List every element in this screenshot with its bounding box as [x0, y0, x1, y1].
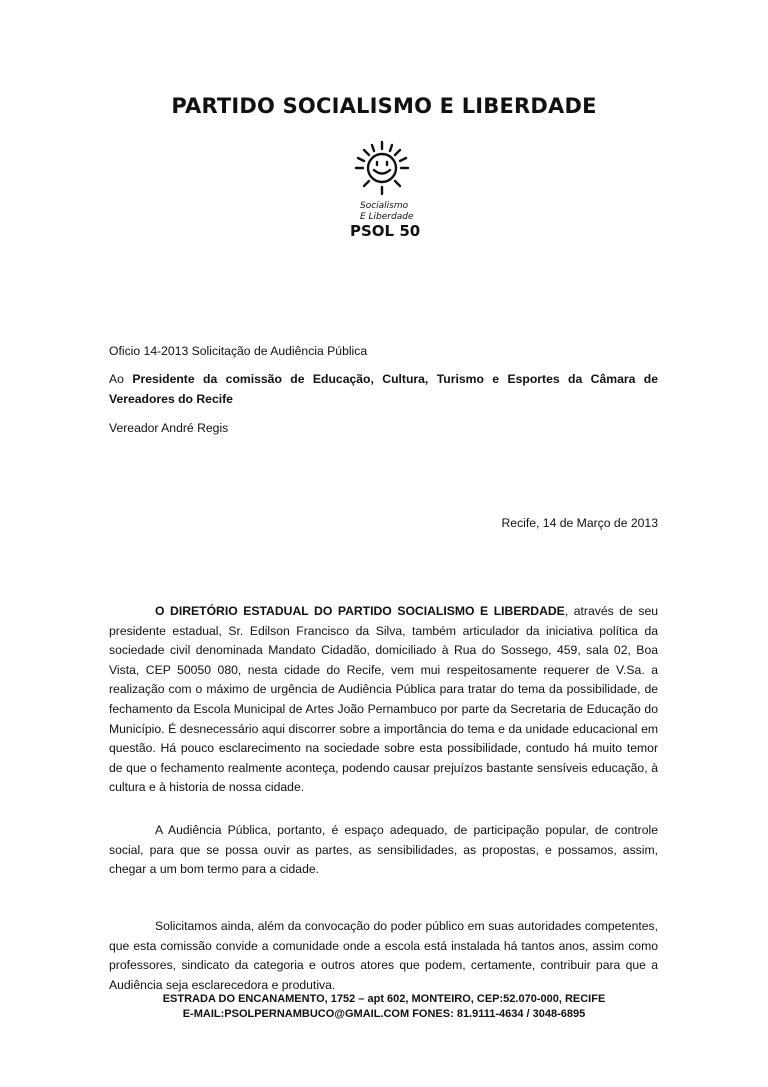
paragraph-3: Solicitamos ainda, além da convocação do poder público em suas autoridades competentes, que esta comissão convide a comunidade onde a escola está instalada há tantos anos, assim como professores, sindicato da categoria e outros atores que podem, certamente, contribuir para que a Audiência seja esclarecedora e produtiva. — [109, 919, 658, 992]
letter-addressee: Vereador André Regis — [109, 421, 229, 435]
recipient-title: Presidente da comissão de Educação, Cultura, Turismo e Esportes da Câmara de Vereadores do Recife — [109, 372, 658, 406]
letter-reference: Oficio 14-2013 Solicitação de Audiência Pública — [109, 344, 368, 358]
recipient-prefix: Ao — [109, 372, 124, 386]
logo-line-2: E Liberdade — [360, 212, 414, 222]
paragraph-1-subject: O DIRETÓRIO ESTADUAL DO PARTIDO SOCIALISMO E LIBERDADE — [155, 604, 565, 618]
paragraph-1 — [109, 602, 658, 798]
letter-date: Recife, 14 de Março de 2013 — [501, 516, 658, 530]
page-footer — [120, 992, 648, 1022]
logo-line-1: Socialismo — [360, 201, 409, 211]
paragraph-1-text: , através de seu presidente estadual, Sr. Edilson Francisco da Silva, também articulador da iniciativa política da sociedade civil denominada Mandato Cidadão, domiciliado à Rua do Sossego, 459, sala 02, Boa Vista, CEP 50050 080, nesta cidade do Recife, vem mui respeitosamente requerer de V.Sa. a realização com o máximo de urgência de Audiência Pública para tratar do tema da possibilidade, de fechamento da Escola Municipal de Artes João Pernambuco por parte da Secretaria de Educação do Município. É desnecessário aqui discorrer sobre a importância do tema e da unidade educacional em questão. Há pouco esclarecimento na sociedade sobre esta possibilidade, contudo há muito temor de que o fechamento realmente aconteça, podendo causar prejuízos bastante sensíveis educação, à cultura e à historia de nossa cidade. — [109, 604, 658, 795]
logo-line-3: PSOL 50 — [350, 222, 421, 240]
psol-logo — [338, 138, 434, 246]
footer-contact: E-MAIL:PSOLPERNAMBUCO@GMAIL.COM FONES: 81.9111-4634 / 3048-6895 — [182, 1008, 586, 1020]
paragraph-2: A Audiência Pública, portanto, é espaço adequado, de participação popular, de controle social, para que se possa ouvir as partes, as sensibilidades, as propostas, e possamos, assim, chegar a um bom termo para a cidade. — [109, 823, 658, 877]
letter-recipient — [109, 370, 658, 409]
sun-icon — [356, 142, 408, 194]
footer-address: ESTRADA DO ENCANAMENTO, 1752 – apt 602, MONTEIRO, CEP:52.070-000, RECIFE — [162, 993, 606, 1005]
party-title: PARTIDO SOCIALISMO E LIBERDADE — [171, 94, 597, 118]
